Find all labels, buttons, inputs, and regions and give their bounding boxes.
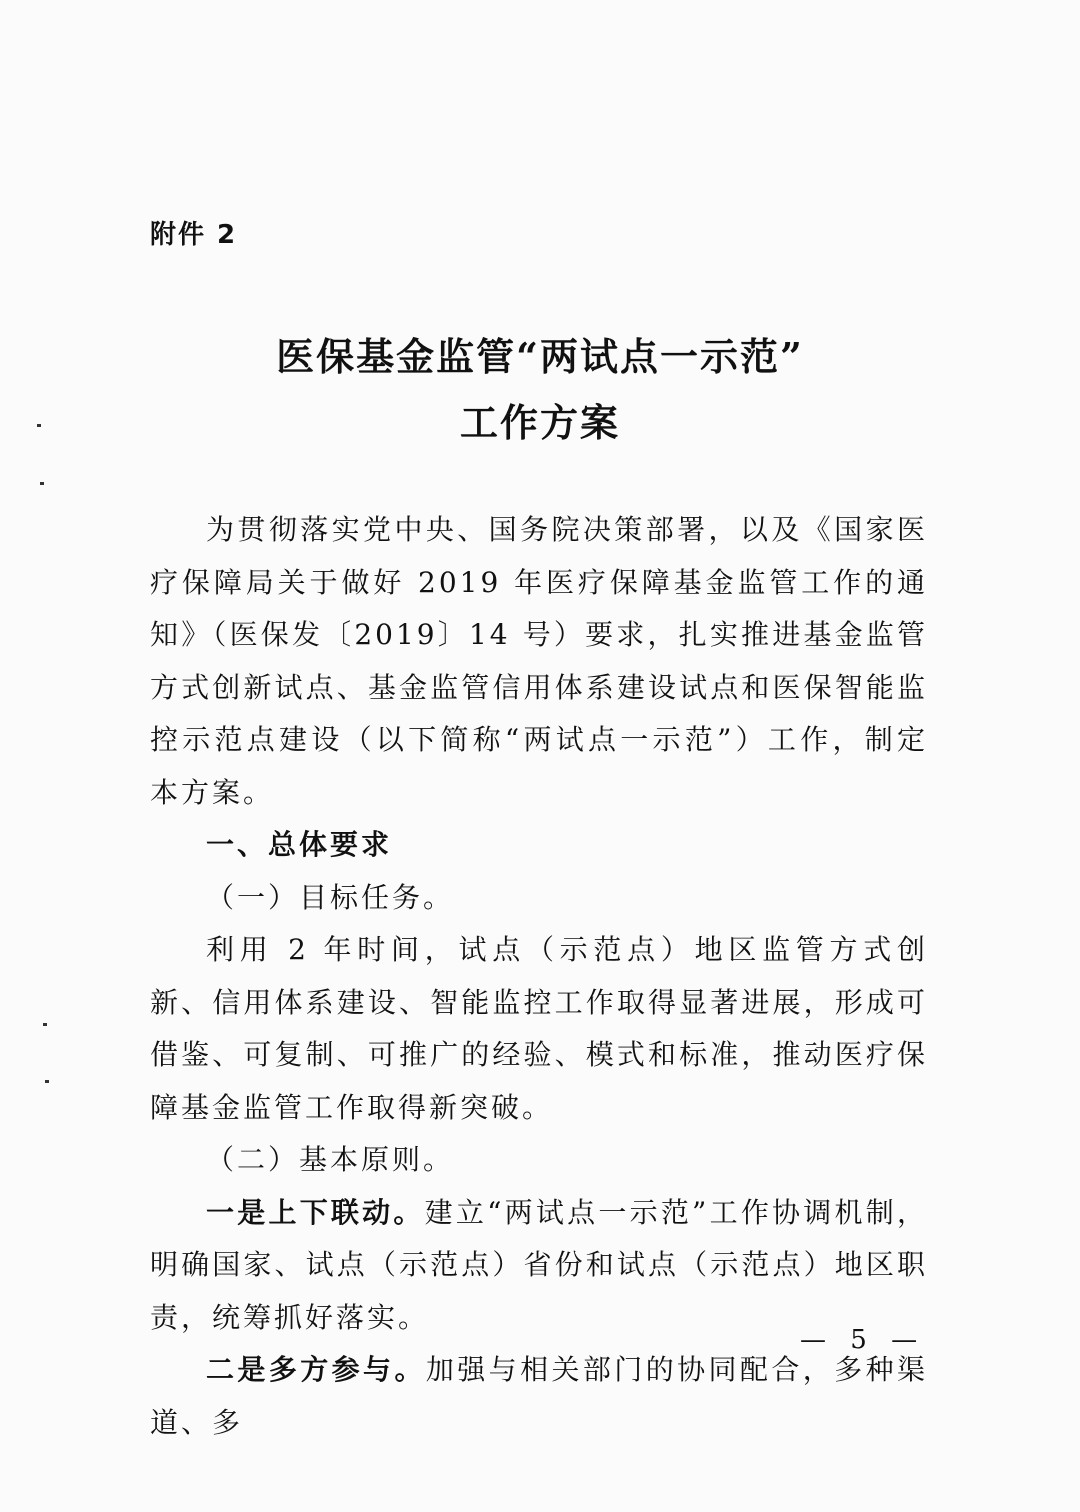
document-title-line1: 医保基金监管“两试点一示范” [276,334,804,379]
attachment-label: 附件 2 [150,220,238,250]
subsection-heading-principles: （二）基本原则。 [206,1143,455,1176]
scan-speck [37,424,41,427]
principle-2-lead: 二是多方参与。 [206,1353,426,1386]
subsection-heading-goals: （一）目标任务。 [206,880,455,914]
scan-speck [45,1080,49,1083]
goals-paragraph: 利用 2 年时间，试点（示范点）地区监管方式创新、信用体系建设、智能监控工作取得显著进展，形成可借鉴、可复制、可推广的经验、模式和标准，推动医疗保障基金监管工作取得新突破。 [150,933,928,1124]
principle-1-lead: 一是上下联动。 [206,1195,425,1229]
section-heading-general-requirements: 一、总体要求 [206,828,393,861]
document-body [150,504,928,1449]
intro-paragraph: 为贯彻落实党中央、国务院决策部署，以及《国家医疗保障局关于做好 2019 年医疗保障基金监管工作的通知》（医保发〔2019〕14 号）要求，扎实推进基金监管方式创新试点、基金监管信用体系建设试点和医保智能监控示范点建设（以下简称“两试点一示范”）工作，制定本方案。 [150,513,928,809]
principle-2-text: 加强与相关部门的协同配合，多种渠道、多 [150,1353,928,1439]
principle-paragraph-1 [150,1187,928,1345]
scan-speck [43,1023,47,1026]
scan-speck [40,482,44,485]
principle-paragraph-2 [150,1344,928,1449]
page-number: — 5 — [800,1325,926,1355]
document-title-line2: 工作方案 [459,400,620,445]
principle-1-text: 建立“两试点一示范”工作协调机制，明确国家、试点（示范点）省份和试点（示范点）地区职责，统筹抓好落实。 [150,1195,928,1334]
